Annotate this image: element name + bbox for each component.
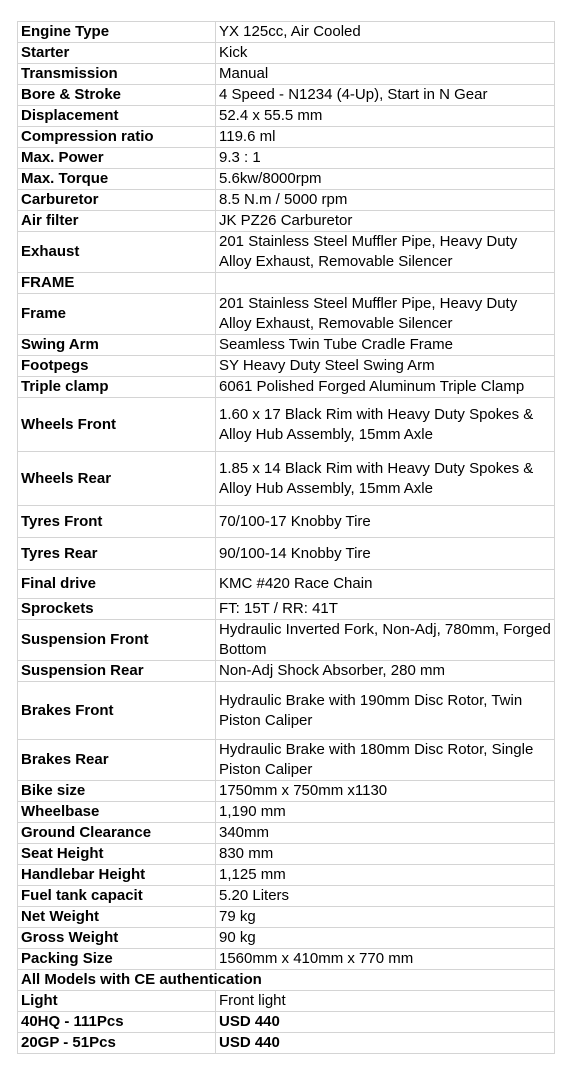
spec-table-body (18, 22, 555, 1054)
spec-value: 830 mm (216, 844, 555, 865)
spec-value: Hydraulic Brake with 180mm Disc Rotor, Single Piston Caliper (216, 740, 555, 781)
spec-label: Fuel tank capacit (18, 886, 216, 907)
spec-value: 1.60 x 17 Black Rim with Heavy Duty Spokes & Alloy Hub Assembly, 15mm Axle (216, 398, 555, 452)
spec-row (18, 599, 555, 620)
spec-row (18, 232, 555, 273)
spec-value: 90/100-14 Knobby Tire (216, 538, 555, 570)
spec-value: 119.6 ml (216, 127, 555, 148)
spec-row (18, 294, 555, 335)
spec-row (18, 949, 555, 970)
spec-label: Gross Weight (18, 928, 216, 949)
spec-value: Front light (216, 991, 555, 1012)
spec-label: Handlebar Height (18, 865, 216, 886)
spec-label: Triple clamp (18, 377, 216, 398)
spec-row (18, 127, 555, 148)
spec-row (18, 356, 555, 377)
spec-row (18, 1033, 555, 1054)
spec-value: Manual (216, 64, 555, 85)
spec-row (18, 106, 555, 127)
spec-label: Light (18, 991, 216, 1012)
spec-value: 340mm (216, 823, 555, 844)
spec-row (18, 991, 555, 1012)
spec-label: Starter (18, 43, 216, 64)
spec-value: 52.4 x 55.5 mm (216, 106, 555, 127)
spec-row (18, 190, 555, 211)
spec-label: Air filter (18, 211, 216, 232)
spec-label: Brakes Front (18, 682, 216, 740)
spec-label: Transmission (18, 64, 216, 85)
spec-row (18, 620, 555, 661)
spec-row (18, 452, 555, 506)
spec-row (18, 823, 555, 844)
spec-row (18, 85, 555, 106)
spec-row (18, 64, 555, 85)
spec-value: Seamless Twin Tube Cradle Frame (216, 335, 555, 356)
spec-label: Packing Size (18, 949, 216, 970)
spec-row (18, 907, 555, 928)
spec-label: 20GP - 51Pcs (18, 1033, 216, 1054)
spec-value: 6061 Polished Forged Aluminum Triple Clamp (216, 377, 555, 398)
spec-value: SY Heavy Duty Steel Swing Arm (216, 356, 555, 377)
spec-row (18, 682, 555, 740)
spec-label: Brakes Rear (18, 740, 216, 781)
spec-label: FRAME (18, 273, 216, 294)
spec-label: Bike size (18, 781, 216, 802)
spec-value: YX 125cc, Air Cooled (216, 22, 555, 43)
spec-value: USD 440 (216, 1012, 555, 1033)
spec-label: Net Weight (18, 907, 216, 928)
spec-label: Seat Height (18, 844, 216, 865)
spec-row (18, 43, 555, 64)
spec-row (18, 211, 555, 232)
spec-value: 1750mm x 750mm x1130 (216, 781, 555, 802)
spec-row (18, 661, 555, 682)
spec-label: Max. Torque (18, 169, 216, 190)
spec-label: Engine Type (18, 22, 216, 43)
spec-label: Final drive (18, 570, 216, 599)
spec-label: Frame (18, 294, 216, 335)
spec-label: Wheels Front (18, 398, 216, 452)
spec-row (18, 740, 555, 781)
spec-label: Wheels Rear (18, 452, 216, 506)
spec-value: Non-Adj Shock Absorber, 280 mm (216, 661, 555, 682)
spec-label: Suspension Rear (18, 661, 216, 682)
spec-label: Max. Power (18, 148, 216, 169)
spec-value (216, 273, 555, 294)
spec-value: KMC #420 Race Chain (216, 570, 555, 599)
spec-row (18, 398, 555, 452)
spec-value: 201 Stainless Steel Muffler Pipe, Heavy Duty Alloy Exhaust, Removable Silencer (216, 232, 555, 273)
spec-row (18, 538, 555, 570)
spec-value: 9.3 : 1 (216, 148, 555, 169)
spec-table (17, 21, 555, 1054)
spec-row (18, 273, 555, 294)
spec-label: Footpegs (18, 356, 216, 377)
spec-row (18, 802, 555, 823)
spec-value: 79 kg (216, 907, 555, 928)
spec-label: 40HQ - 111Pcs (18, 1012, 216, 1033)
spec-row (18, 148, 555, 169)
spec-label: Compression ratio (18, 127, 216, 148)
spec-row (18, 169, 555, 190)
spec-value: 1,190 mm (216, 802, 555, 823)
spec-value: 4 Speed - N1234 (4-Up), Start in N Gear (216, 85, 555, 106)
spec-row (18, 1012, 555, 1033)
spec-row (18, 886, 555, 907)
spec-value: 8.5 N.m / 5000 rpm (216, 190, 555, 211)
spec-value: JK PZ26 Carburetor (216, 211, 555, 232)
spec-row (18, 970, 555, 991)
spec-label: Bore & Stroke (18, 85, 216, 106)
spec-value: USD 440 (216, 1033, 555, 1054)
spec-label: Swing Arm (18, 335, 216, 356)
spec-row (18, 335, 555, 356)
spec-row (18, 865, 555, 886)
spec-value: 201 Stainless Steel Muffler Pipe, Heavy Duty Alloy Exhaust, Removable Silencer (216, 294, 555, 335)
spec-value: 70/100-17 Knobby Tire (216, 506, 555, 538)
spec-row (18, 781, 555, 802)
spec-row (18, 844, 555, 865)
spec-row (18, 22, 555, 43)
spec-row (18, 928, 555, 949)
spec-label: All Models with CE authentication (18, 970, 555, 991)
spec-value: FT: 15T / RR: 41T (216, 599, 555, 620)
spec-label: Ground Clearance (18, 823, 216, 844)
spec-label: Displacement (18, 106, 216, 127)
spec-label: Sprockets (18, 599, 216, 620)
spec-value: 5.6kw/8000rpm (216, 169, 555, 190)
spec-label: Wheelbase (18, 802, 216, 823)
spec-value: Kick (216, 43, 555, 64)
spec-value: 1560mm x 410mm x 770 mm (216, 949, 555, 970)
spec-value: 90 kg (216, 928, 555, 949)
spec-label: Carburetor (18, 190, 216, 211)
spec-label: Suspension Front (18, 620, 216, 661)
spec-value: 5.20 Liters (216, 886, 555, 907)
spec-row (18, 506, 555, 538)
spec-row (18, 377, 555, 398)
spec-value: 1,125 mm (216, 865, 555, 886)
spec-value: Hydraulic Brake with 190mm Disc Rotor, Twin Piston Caliper (216, 682, 555, 740)
spec-value: 1.85 x 14 Black Rim with Heavy Duty Spokes & Alloy Hub Assembly, 15mm Axle (216, 452, 555, 506)
spec-label: Exhaust (18, 232, 216, 273)
spec-row (18, 570, 555, 599)
spec-label: Tyres Rear (18, 538, 216, 570)
spec-value: Hydraulic Inverted Fork, Non-Adj, 780mm, Forged Bottom (216, 620, 555, 661)
spec-label: Tyres Front (18, 506, 216, 538)
